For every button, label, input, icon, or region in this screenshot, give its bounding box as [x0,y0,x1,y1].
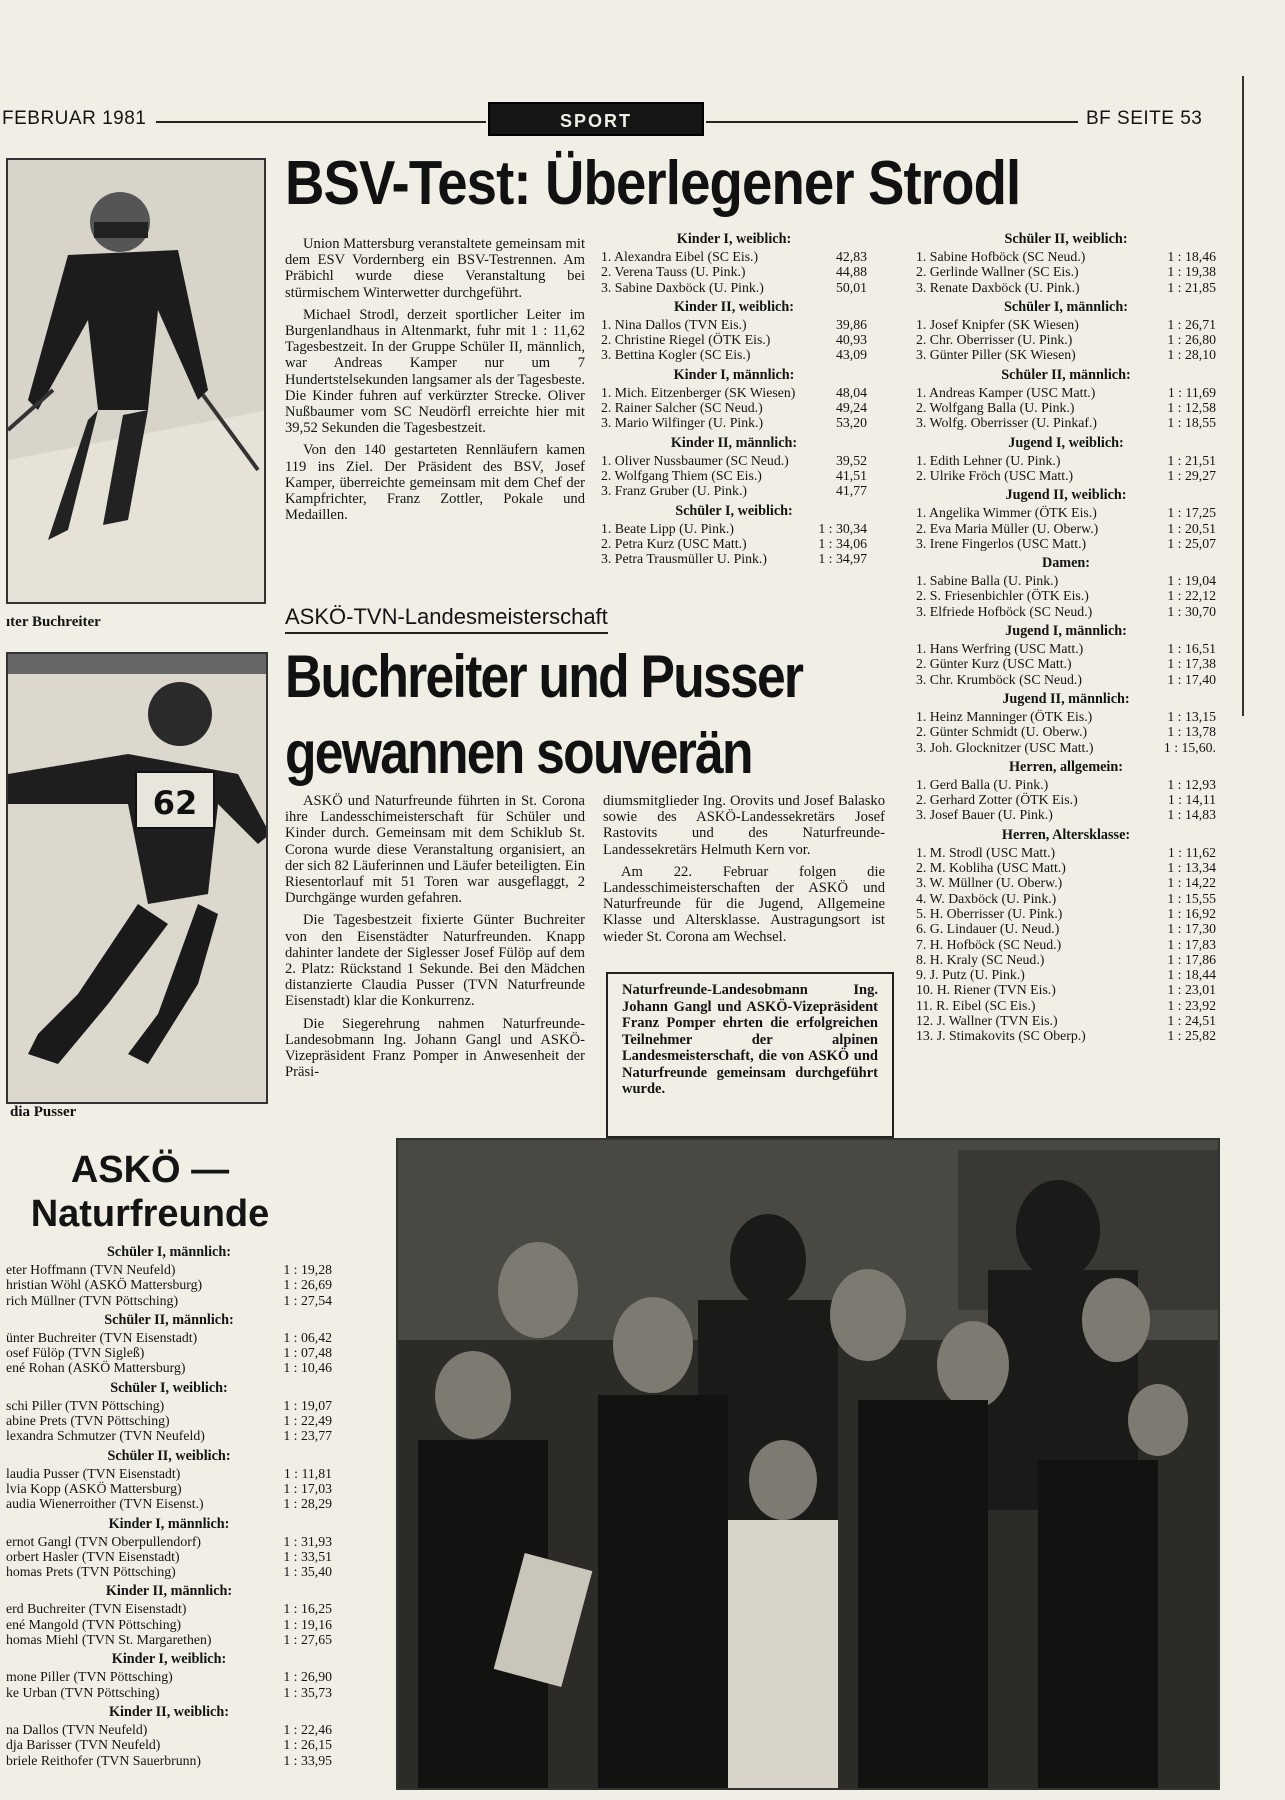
result-name: 2. Wolfgang Balla (U. Pink.) [916,400,1075,416]
result-time: 1 : 11,69 [1167,384,1216,400]
article1-paragraph: Von den 140 gestarteten Rennläufern kamen 119 ins Ziel. Der Präsident des BSV, Josef Kamper, überreichte gemeinsam mit dem Chef der Kampfrichter, Franz Zottler, Pokale und Medaillen. [285,442,585,524]
result-time: 1 : 07,48 [283,1345,332,1361]
result-name: rich Müllner (TVN Pöttsching) [6,1292,179,1308]
result-name: 3. Renate Daxböck (U. Pink.) [916,279,1080,295]
result-row [601,468,867,483]
article2-paragraph: Die Siegerehrung nahmen Naturfreunde-Landesobmann Ing. Johann Gangl und ASKÖ-Vizepräsident Franz Pomper in Anwesenheit der Präsi- [285,1015,585,1081]
result-time: 1 : 13,15 [1167,708,1216,724]
result-time: 1 : 18,44 [1167,967,1216,983]
result-name: schi Piller (TVN Pöttsching) [6,1397,165,1413]
result-category-title: Damen: [1041,555,1091,572]
result-time: 1 : 22,46 [283,1721,332,1737]
result-name: 1. Beate Lipp (U. Pink.) [601,520,734,536]
result-time: 1 : 30,34 [818,520,867,536]
result-name: orbert Hasler (TVN Eisenstadt) [6,1548,180,1564]
result-row [601,264,867,279]
result-time: 41,77 [835,483,867,499]
right-edge-rule [1242,76,1244,716]
result-time: 44,88 [835,264,867,280]
result-name: 2. Eva Maria Müller (U. Oberw.) [916,520,1099,536]
result-name: 1. Angelika Wimmer (ÖTK Eis.) [916,505,1097,521]
result-name: audia Wienerroither (TVN Eisenst.) [6,1496,204,1512]
result-category-title: Schüler I, männlich: [1004,298,1128,315]
result-category-title: Kinder II, weiblich: [109,1703,229,1720]
result-name: ke Urban (TVN Pöttsching) [6,1684,160,1700]
result-name: 2. Wolfgang Thiem (SC Eis.) [601,467,762,483]
article2-column1 [285,793,585,1086]
result-row [601,551,867,566]
result-row [916,906,1216,921]
result-category-title: Jugend I, männlich: [1005,623,1127,640]
result-row [916,453,1216,468]
result-time: 1 : 27,65 [283,1632,332,1648]
askoe-title-line2: Naturfreunde [30,1193,270,1235]
result-name: 1. Hans Werfring (USC Matt.) [916,641,1084,657]
result-row [916,724,1216,739]
askoe-results [6,1240,332,1768]
result-name: 3. Joh. Glocknitzer (USC Matt.) [916,739,1094,755]
result-row [601,483,867,498]
result-name: 2. Günter Kurz (USC Matt.) [916,656,1072,672]
result-row [6,1549,332,1564]
result-name: 2. Christine Riegel (ÖTK Eis.) [601,332,771,348]
result-row [916,264,1216,279]
results-column-middle [601,227,867,566]
result-time: 1 : 17,86 [1167,951,1216,967]
result-time: 1 : 25,82 [1167,1028,1216,1044]
header-rule-left [156,121,486,123]
result-row [916,573,1216,588]
article2-paragraph: ASKÖ und Naturfreunde führten in St. Corona ihre Landesschimeisterschaft für Schüler und Kinder durch. Gemeinsam mit dem Schiklub St. Corona wurde diese Veranstaltung organisiert, an der sich 82 Läuferinnen und Läufer beteiligten. Ein Riesentorlauf mit 51 Toren war ausgeflaggt, 2 Durchgänge wurden gefahren. [285,793,585,907]
result-name: lvia Kopp (ASKÖ Mattersburg) [6,1480,182,1496]
result-category-title: Jugend I, weiblich: [1008,434,1124,451]
result-name: 2. S. Friesenbichler (ÖTK Eis.) [916,588,1089,604]
result-name: 3. Irene Fingerlos (USC Matt.) [916,535,1087,551]
result-row [6,1496,332,1511]
article2-paragraph: Die Tagesbestzeit fixierte Günter Buchreiter von den Eisenstädter Naturfreunden. Knapp dahinter landete der Siglesser Josef Fülöp auf dem 2. Platz: Rückstand 1 Sekunde. Bei den Mädchen distanzierte Claudia Pusser (TVN Naturfreunde Eisenstadt) klar die Konkurrenz. [285,912,585,1010]
result-name: 13. J. Stimakovits (SC Oberp.) [916,1028,1086,1044]
result-name: lexandra Schmutzer (TVN Neufeld) [6,1428,205,1444]
result-name: na Dallos (TVN Neufeld) [6,1721,148,1737]
result-category-title: Herren, Altersklasse: [1001,826,1131,843]
results-column-right [916,227,1216,1044]
result-row [916,536,1216,551]
result-row [6,1534,332,1549]
result-time: 1 : 19,07 [283,1397,332,1413]
result-name: 4. W. Daxböck (U. Pink.) [916,890,1057,906]
photo2-caption: dia Pusser [10,1104,77,1120]
result-row [916,952,1216,967]
result-name: 1. Gerd Balla (U. Pink.) [916,776,1049,792]
result-row [601,280,867,295]
result-row [601,249,867,264]
result-name: ené Rohan (ASKÖ Mattersburg) [6,1360,186,1376]
result-row [6,1398,332,1413]
result-row [916,875,1216,890]
result-row [916,740,1216,755]
article1-paragraph: Union Mattersburg veranstaltete gemeinsam mit dem ESV Vordernberg ein BSV-Testrennen. Am Präbichl wurde diese Veranstaltung bei stürmischem Winterwetter durchgeführt. [285,236,585,301]
headline-buchreiter-line1: Buchreiter und Pusser [285,643,803,710]
result-row [916,588,1216,603]
result-name: hristian Wöhl (ASKÖ Mattersburg) [6,1277,203,1293]
result-time: 1 : 17,38 [1167,656,1216,672]
result-name: 1. Josef Knipfer (SK Wiesen) [916,316,1079,332]
result-name: 1. Andreas Kamper (USC Matt.) [916,384,1096,400]
result-time: 43,09 [835,347,867,363]
result-name: ernot Gangl (TVN Oberpullendorf) [6,1533,202,1549]
result-row [916,860,1216,875]
result-time: 1 : 19,28 [283,1262,332,1277]
result-name: 1. Nina Dallos (TVN Eis.) [601,316,747,332]
result-name: 6. G. Lindauer (U. Neud.) [916,921,1060,937]
result-row [6,1685,332,1700]
result-name: 1. Alexandra Eibel (SC Eis.) [601,249,759,264]
result-row [6,1293,332,1308]
issue-date: FEBRUAR 1981 [2,108,147,129]
result-name: 5. H. Oberrisser (U. Pink.) [916,905,1063,921]
photo-skier-pusser [6,652,268,1104]
result-row [916,521,1216,536]
result-name: 3. Sabine Daxböck (U. Pink.) [601,279,764,295]
result-name: homas Prets (TVN Pöttsching) [6,1564,176,1580]
result-row [601,332,867,347]
result-name: laudia Pusser (TVN Eisenstadt) [6,1465,181,1481]
header-rule-right [706,121,1078,123]
result-name: 2. Gerlinde Wallner (SC Eis.) [916,264,1079,280]
result-row [916,468,1216,483]
result-time: 1 : 20,51 [1167,520,1216,536]
photo-caption-box: Naturfreunde-Landesobmann Ing. Johann Gangl und ASKÖ-Vizepräsident Franz Pomper ehrten die erfolgreichen Teilnehmer der alpinen Landesmeisterschaft, die von ASKÖ und Naturfreunde gemeinsam durchgeführt wurde. [606,972,894,1138]
result-name: 3. Josef Bauer (U. Pink.) [916,807,1053,823]
result-name: 3. W. Müllner (U. Oberw.) [916,875,1063,891]
result-category-title: Schüler I, weiblich: [675,502,793,519]
result-time: 1 : 10,46 [283,1360,332,1376]
result-time: 1 : 17,30 [1167,921,1216,937]
result-name: 1. Mich. Eitzenberger (SK Wiesen) [601,384,796,400]
result-time: 49,24 [835,400,867,416]
result-time: 1 : 28,29 [283,1496,332,1512]
result-time: 41,51 [835,467,867,483]
result-name: 3. Günter Piller (SK Wiesen) [916,347,1076,363]
result-row [6,1330,332,1345]
result-time: 1 : 16,25 [283,1601,332,1617]
result-category-title: Herren, allgemein: [1009,758,1123,775]
result-row [6,1564,332,1579]
result-row [6,1466,332,1481]
result-row [916,505,1216,520]
result-row [601,385,867,400]
skier-illustration [8,160,266,604]
result-time: 1 : 16,92 [1167,905,1216,921]
photo-skier-buchreiter [6,158,266,604]
result-time: 1 : 27,54 [283,1292,332,1308]
result-time: 1 : 15,60. [1163,739,1216,755]
group-photo-illustration [398,1140,1220,1790]
result-time: 39,86 [835,316,867,332]
result-name: 2. Rainer Salcher (SC Neud.) [601,400,763,416]
result-category-title: Kinder I, männlich: [673,366,795,383]
result-name: 1. Edith Lehner (U. Pink.) [916,452,1061,468]
skier-with-bib-illustration [8,654,268,1104]
result-name: 3. Petra Trausmüller U. Pink.) [601,551,767,567]
result-row [6,1481,332,1496]
result-row [916,604,1216,619]
result-name: 3. Wolfg. Oberrisser (U. Pinkaf.) [916,415,1098,431]
result-row [916,982,1216,997]
result-category-title: Kinder I, weiblich: [111,1651,227,1668]
result-row [6,1669,332,1684]
result-time: 1 : 12,93 [1167,776,1216,792]
result-time: 1 : 34,97 [818,551,867,567]
result-name: 2. M. Kobliha (USC Matt.) [916,860,1066,876]
article1-paragraph: Michael Strodl, derzeit sportlicher Leiter im Burgenlandhaus in Altenmarkt, fuhr mit 1 : 11,62 Tagesbestzeit. In der Gruppe Schüler II, männlich, war Andreas Kamper nur um 7 Hundertstelsekunden langsamer als der Tagesbeste. Die Kinder fuhren auf verkürzter Strecke. Oliver Nußbaumer vom SC Neudörfl erreichte hier mit 39,52 Sekunden die Tagesbestzeit. [285,306,585,437]
result-row [6,1262,332,1277]
result-row [916,891,1216,906]
result-time: 1 : 22,49 [283,1413,332,1429]
result-row [916,967,1216,982]
result-time: 1 : 16,51 [1167,641,1216,657]
result-name: osef Fülöp (TVN Sigleß) [6,1345,145,1361]
result-row [916,921,1216,936]
result-time: 1 : 11,81 [283,1465,332,1481]
photo-award-ceremony [396,1138,1220,1790]
result-name: 3. Franz Gruber (U. Pink.) [601,483,747,499]
result-category-title: Jugend II, männlich: [1002,690,1130,707]
result-time: 1 : 30,70 [1167,603,1216,619]
result-row [916,385,1216,400]
result-row [6,1722,332,1737]
headline-bsv: BSV-Test: Überlegener Strodl [285,149,1021,218]
result-category-title: Schüler I, weiblich: [110,1379,228,1396]
result-time: 1 : 29,27 [1167,467,1216,483]
result-name: 3. Bettina Kogler (SC Eis.) [601,347,751,363]
result-row [601,400,867,415]
result-time: 1 : 35,73 [283,1684,332,1700]
result-row [916,709,1216,724]
result-name: 2. Günter Schmidt (U. Oberw.) [916,724,1088,740]
result-name: 1. Oliver Nussbaumer (SC Neud.) [601,452,789,468]
result-row [6,1345,332,1360]
result-time: 1 : 17,40 [1167,671,1216,687]
result-name: erd Buchreiter (TVN Eisenstadt) [6,1601,187,1617]
result-name: 1. Sabine Hofböck (SC Neud.) [916,249,1086,264]
result-row [916,672,1216,687]
result-row [916,415,1216,430]
result-row [916,937,1216,952]
result-row [916,1028,1216,1043]
result-time: 1 : 33,51 [283,1548,332,1564]
result-time: 1 : 17,25 [1167,505,1216,521]
result-time: 1 : 17,03 [283,1480,332,1496]
result-time: 39,52 [835,452,867,468]
result-time: 1 : 06,42 [283,1329,332,1345]
section-label: SPORT [488,102,704,136]
result-time: 1 : 19,16 [283,1616,332,1632]
result-time: 1 : 17,83 [1167,936,1216,952]
result-time: 53,20 [835,415,867,431]
result-name: homas Miehl (TVN St. Margarethen) [6,1632,212,1648]
result-time: 1 : 19,04 [1167,573,1216,589]
result-category-title: Schüler II, weiblich: [1004,231,1128,247]
result-row [916,317,1216,332]
result-row [601,453,867,468]
headline-buchreiter-line2: gewannen souverän [285,719,752,786]
result-row [6,1632,332,1647]
result-category-title: Kinder I, weiblich: [676,231,792,247]
result-category-title: Schüler II, weiblich: [107,1447,231,1464]
result-time: 1 : 14,22 [1167,875,1216,891]
result-row [6,1617,332,1632]
result-row [916,777,1216,792]
result-time: 1 : 22,12 [1167,588,1216,604]
result-row [601,521,867,536]
result-name: abine Prets (TVN Pöttsching) [6,1413,170,1429]
result-name: 3. Chr. Krumböck (SC Neud.) [916,671,1082,687]
result-name: 1. M. Strodl (USC Matt.) [916,844,1056,860]
result-name: mone Piller (TVN Pöttsching) [6,1669,173,1685]
result-category-title: Kinder II, männlich: [670,434,798,451]
result-name: 7. H. Hofböck (SC Neud.) [916,936,1062,952]
result-row [601,415,867,430]
result-category-title: Kinder II, männlich: [105,1583,233,1600]
page-number: BF SEITE 53 [1086,108,1203,129]
result-row [916,807,1216,822]
result-row [916,656,1216,671]
result-row [916,1013,1216,1028]
result-name: 1. Heinz Manninger (ÖTK Eis.) [916,708,1093,724]
result-time: 1 : 21,85 [1167,279,1216,295]
result-time: 1 : 23,92 [1167,997,1216,1013]
result-row [6,1360,332,1375]
result-time: 1 : 14,83 [1167,807,1216,823]
article1-body [285,236,585,529]
result-name: 11. R. Eibel (SC Eis.) [916,997,1036,1013]
result-row [916,400,1216,415]
result-time: 1 : 35,40 [283,1564,332,1580]
result-category-title: Schüler II, männlich: [1001,366,1131,383]
result-row [6,1277,332,1292]
result-name: 2. Verena Tauss (U. Pink.) [601,264,746,280]
result-name: 2. Gerhard Zotter (ÖTK Eis.) [916,792,1078,808]
result-row [916,792,1216,807]
result-time: 1 : 26,71 [1167,316,1216,332]
result-category-title: Kinder II, weiblich: [674,298,794,315]
result-time: 1 : 18,55 [1167,415,1216,431]
result-time: 1 : 26,80 [1167,332,1216,348]
result-name: 3. Elfriede Hofböck (SC Neud.) [916,603,1093,619]
result-row [6,1413,332,1428]
result-name: 8. H. Kraly (SC Neud.) [916,951,1045,967]
result-time: 1 : 26,69 [283,1277,332,1293]
result-row [916,998,1216,1013]
result-time: 1 : 21,51 [1167,452,1216,468]
result-name: 3. Mario Wilfinger (U. Pink.) [601,415,764,431]
askoe-title [0,1148,300,1236]
article2-paragraph: Am 22. Februar folgen die Landesschimeisterschaften der ASKÖ und Naturfreunde für die Jugend, Allgemeine Klasse und Altersklasse. Austragungsort ist wieder St. Corona am Wechsel. [603,863,885,945]
result-name: ené Mangold (TVN Pöttsching) [6,1616,182,1632]
result-name: briele Reithofer (TVN Sauerbrunn) [6,1752,202,1768]
result-row [6,1428,332,1443]
result-row [916,845,1216,860]
result-row [6,1737,332,1752]
result-name: 1. Sabine Balla (U. Pink.) [916,573,1059,589]
result-time: 1 : 31,93 [283,1533,332,1549]
result-time: 1 : 14,11 [1167,792,1216,808]
result-time: 48,04 [835,384,867,400]
article2-subhead: ASKÖ-TVN-Landesmeisterschaft [285,604,608,634]
result-name: 2. Ulrike Fröch (USC Matt.) [916,467,1074,483]
result-row [601,536,867,551]
result-time: 1 : 12,58 [1167,400,1216,416]
result-time: 1 : 18,46 [1167,249,1216,264]
result-time: 1 : 26,90 [283,1669,332,1685]
result-name: 10. H. Riener (TVN Eis.) [916,982,1056,998]
result-time: 42,83 [835,249,867,264]
result-time: 1 : 25,07 [1167,535,1216,551]
result-name: 2. Petra Kurz (USC Matt.) [601,535,747,551]
article2-paragraph: diumsmitglieder Ing. Orovits und Josef Balasko sowie des ASKÖ-Landessekretärs Josef Rastovits und des Naturfreunde-Landessekretärs Helmuth Kern vor. [603,793,885,858]
result-time: 1 : 34,06 [818,535,867,551]
result-time: 1 : 13,78 [1167,724,1216,740]
result-name: eter Hoffmann (TVN Neufeld) [6,1262,176,1277]
result-category-title: Kinder I, männlich: [108,1515,230,1532]
result-row [601,347,867,362]
result-name: 12. J. Wallner (TVN Eis.) [916,1012,1058,1028]
result-row [916,332,1216,347]
result-time: 1 : 13,34 [1167,860,1216,876]
result-time: 1 : 19,38 [1167,264,1216,280]
bib-number: 62 [152,784,198,822]
photo1-caption: ıter Buchreiter [6,614,101,630]
result-time: 1 : 23,77 [283,1428,332,1444]
result-time: 1 : 33,95 [283,1752,332,1768]
result-time: 1 : 26,15 [283,1737,332,1753]
result-row [916,347,1216,362]
result-row [916,641,1216,656]
result-time: 40,93 [835,332,867,348]
result-row [6,1753,332,1768]
result-category-title: Schüler II, männlich: [104,1311,234,1328]
result-time: 1 : 28,10 [1167,347,1216,363]
result-row [6,1601,332,1616]
result-time: 1 : 24,51 [1167,1012,1216,1028]
result-name: 2. Chr. Oberrisser (U. Pink.) [916,332,1073,348]
result-name: dja Barisser (TVN Neufeld) [6,1737,161,1753]
article2-column2 [603,793,885,951]
result-time: 1 : 11,62 [1167,844,1216,860]
result-row [601,317,867,332]
askoe-title-line1: ASKÖ — [70,1149,230,1191]
result-name: 9. J. Putz (U. Pink.) [916,967,1025,983]
result-row [916,249,1216,264]
result-time: 1 : 15,55 [1167,890,1216,906]
result-time: 50,01 [835,279,867,295]
result-category-title: Jugend II, weiblich: [1005,487,1127,504]
result-category-title: Schüler I, männlich: [107,1244,231,1260]
result-time: 1 : 23,01 [1167,982,1216,998]
result-name: ünter Buchreiter (TVN Eisenstadt) [6,1329,198,1345]
result-row [916,280,1216,295]
